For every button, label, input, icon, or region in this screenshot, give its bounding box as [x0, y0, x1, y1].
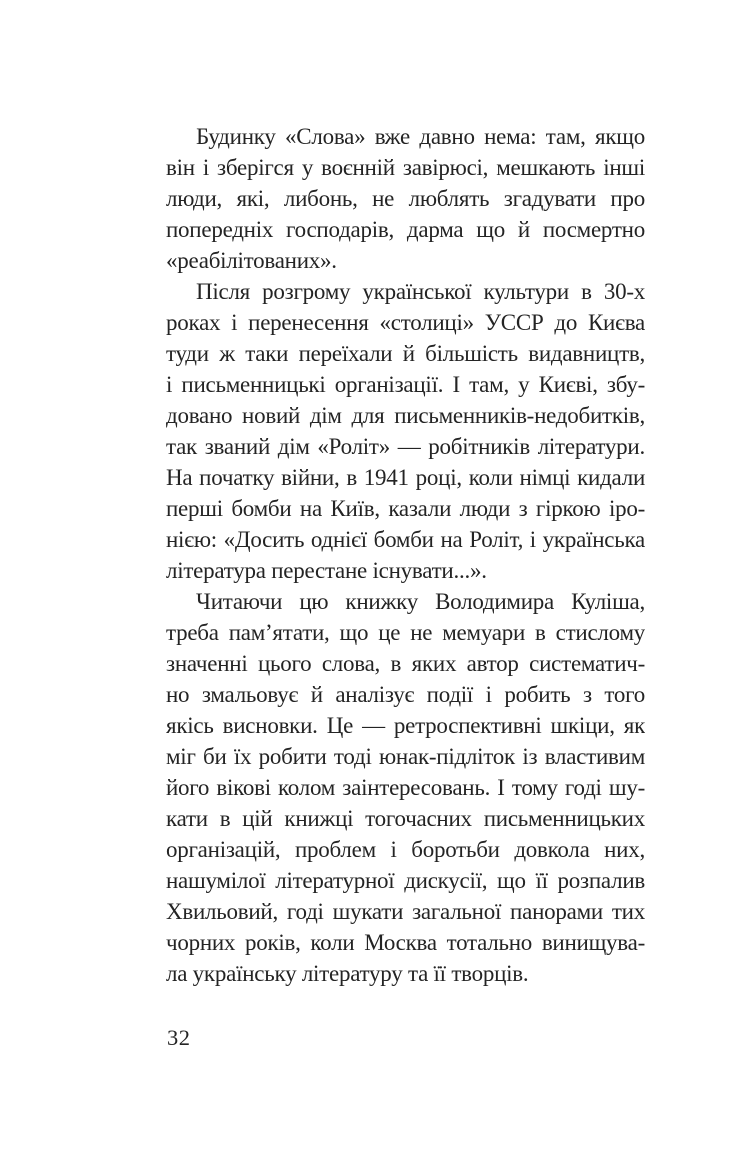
text-line: довано новий дім для письменників-недобитків,: [166, 403, 645, 428]
text-line: і письменницькі організації. І там, у Києві, збу-: [166, 372, 645, 397]
text-line: треба пам’ятати, що це не мемуари в стислому: [166, 620, 645, 645]
text-line: значенні цього слова, в яких автор систематич-: [166, 651, 645, 676]
text-line: Читаючи цю книжку Володимира Куліша,: [196, 589, 645, 614]
text-line: він і зберігся у воєнній завірюсі, мешкають інші: [166, 155, 645, 180]
paragraph: [166, 276, 645, 586]
text-line: кати в цій книжці тогочасних письменницьких: [166, 806, 645, 831]
page-number: 32: [167, 1025, 191, 1050]
text-line: Будинку «Слова» вже давно нема: там, якщо: [196, 124, 645, 149]
text-line: нією: «Досить однієї бомби на Роліт, і українська: [166, 527, 645, 552]
text-line: міг би їх робити тоді юнак-підліток із властивим: [166, 744, 645, 769]
text-line: туди ж таки переїхали й більшість видавництв,: [166, 341, 645, 366]
text-line: На початку війни, в 1941 році, коли німці кидали: [166, 465, 645, 490]
text-line: «реабілітованих».: [166, 248, 337, 273]
text-line: література перестане існувати...».: [166, 558, 487, 583]
text-line: попередніх господарів, дарма що й посмертно: [166, 217, 645, 242]
text-line: но змальовує й аналізує події і робить з того: [166, 682, 645, 707]
text-line: якісь висновки. Це — ретроспективні шкіци, як: [166, 713, 645, 738]
paragraph: [166, 586, 645, 989]
paragraph: [166, 121, 645, 276]
text-line: Після розгрому української культури в 30-х: [196, 279, 645, 304]
text-line: перші бомби на Київ, казали люди з гіркою іро-: [166, 496, 645, 521]
text-line: його вікові колом заінтересовань. І тому годі шу-: [166, 775, 645, 800]
text-line: нашумілої літературної дискусії, що її розпалив: [166, 868, 645, 893]
text-line: організацій, проблем і боротьби довкола них,: [166, 837, 645, 862]
text-line: роках і перенесення «столиці» УССР до Києва: [166, 310, 645, 335]
text-line: ла українську літературу та її творців.: [166, 961, 529, 986]
text-line: так званий дім «Роліт» — робітників літератури.: [166, 434, 645, 459]
text-line: Хвильовий, годі шукати загальної панорами тих: [166, 899, 645, 924]
body-text: [166, 121, 645, 989]
text-line: чорних років, коли Москва тотально винищува-: [166, 930, 645, 955]
text-line: люди, які, либонь, не люблять згадувати про: [166, 186, 645, 211]
